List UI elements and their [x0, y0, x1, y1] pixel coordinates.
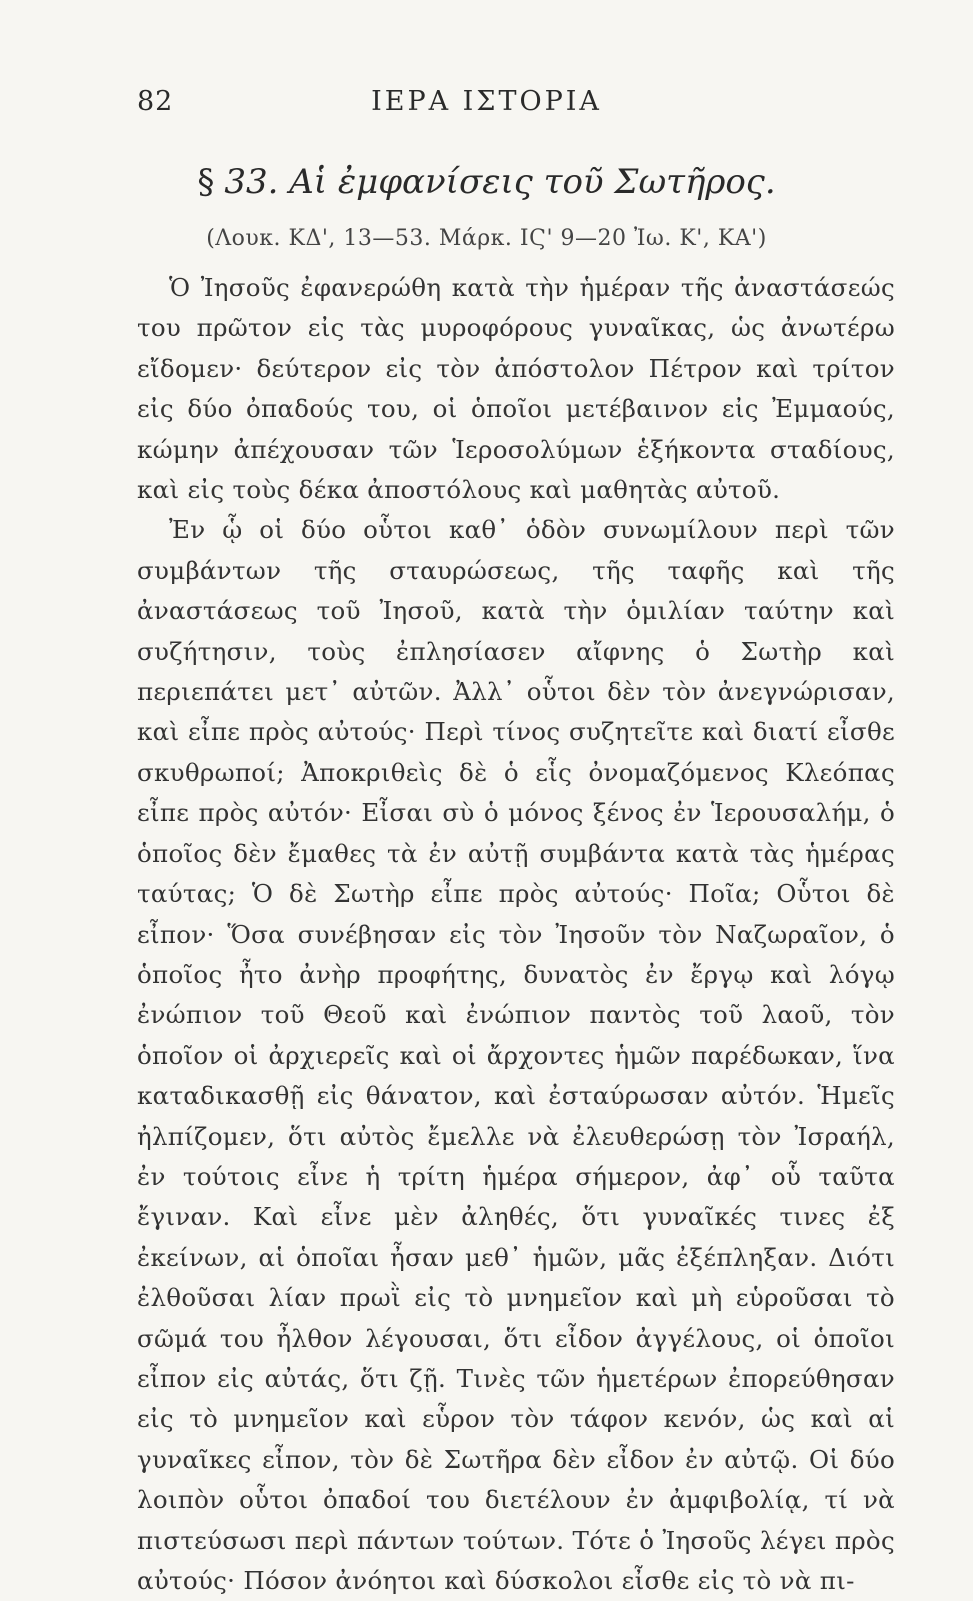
page-header	[0, 86, 973, 126]
running-title: ΙΕΡΑ ΙΣΤΟΡΙΑ	[371, 86, 602, 117]
section-symbol: §	[197, 162, 215, 202]
body-text	[137, 268, 895, 1601]
section-title: 33. Αἱ ἐμφανίσεις τοῦ Σωτῆρος.	[224, 162, 776, 202]
scripture-references: (Λουκ. ΚΔ', 13—53. Μάρκ. ΙϚ' 9—20 Ἰω. Κ', ΚΑ')	[206, 226, 767, 251]
paragraph: Ἐν ᾧ οἱ δύο οὗτοι καθ᾽ ὁδὸν συνωμίλουν περὶ τῶν συμβάντων τῆς σταυρώσεως, τῆς ταφῆς καὶ τῆς ἀναστάσεως τοῦ Ἰησοῦ, κατὰ τὴν ὁμιλίαν ταύτην καὶ συζήτησιν, τοὺς ἐπλησίασεν αἴφνης ὁ Σωτὴρ καὶ περιεπάτει μετ᾽ αὐτῶν. Ἀλλ᾽ οὗτοι δὲν τὸν ἀνεγνώρισαν, καὶ εἶπε πρὸς αὐτούς· Περὶ τίνος συζητεῖτε καὶ διατί εἶσθε σκυθρωποί; Ἀποκριθεὶς δὲ ὁ εἷς ὀνομαζόμενος Κλεόπας εἶπε πρὸς αὐτόν· Εἶσαι σὺ ὁ μόνος ξένος ἐν Ἱερουσαλήμ, ὁ ὁποῖος δὲν ἔμαθες τὰ ἐν αὐτῇ συμβάντα κατὰ τὰς ἡμέρας ταύτας; Ὁ δὲ Σωτὴρ εἶπε πρὸς αὐτούς· Ποῖα; Οὗτοι δὲ εἶπον· Ὅσα συνέβησαν εἰς τὸν Ἰησοῦν τὸν Ναζωραῖον, ὁ ὁποῖος ἦτο ἀνὴρ προφήτης, δυνατὸς ἐν ἔργῳ καὶ λόγῳ ἐνώπιον τοῦ Θεοῦ καὶ ἐνώπιον παντὸς τοῦ λαοῦ, τὸν ὁποῖον οἱ ἀρχιερεῖς καὶ οἱ ἄρχοντες ἡμῶν παρέδωκαν, ἵνα καταδικασθῇ εἰς θάνατον, καὶ ἐσταύρωσαν αὐτόν. Ἡμεῖς ἠλπίζομεν, ὅτι αὐτὸς ἔμελλε νὰ ἐλευθερώσῃ τὸν Ἰσραήλ, ἐν τούτοις εἶνε ἡ τρίτη ἡμέρα σήμερον, ἀφ᾽ οὗ ταῦτα ἔγιναν. Καὶ εἶνε μὲν ἀληθές, ὅτι γυναῖκές τινες ἐξ ἐκείνων, αἱ ὁποῖαι ἦσαν μεθ᾽ ἡμῶν, μᾶς ἐξέπληξαν. Διότι ἐλθοῦσαι λίαν πρωῒ εἰς τὸ μνημεῖον καὶ μὴ εὑροῦσαι τὸ σῶμά του ἦλθον λέγουσαι, ὅτι εἶδον ἀγγέλους, οἱ ὁποῖοι εἶπον εἰς αὐτάς, ὅτι ζῇ. Τινὲς τῶν ἡμετέρων ἐπορεύθησαν εἰς τὸ μνημεῖον καὶ εὗρον τὸν τάφον κενόν, ὡς καὶ αἱ γυναῖκες εἶπον, τὸν δὲ Σωτῆρα δὲν εἶδον ἐν αὐτῷ. Οἱ δύο λοιπὸν οὗτοι ὀπαδοί του διετέλουν ἐν ἀμφιβολίᾳ, τί νὰ πιστεύσωσι περὶ πάντων τούτων. Τότε ὁ Ἰησοῦς λέγει πρὸς αὐτούς· Πόσον ἀνόητοι καὶ δύσκολοι εἶσθε εἰς τὸ νὰ πι-	[137, 515, 895, 1595]
page-number: 82	[137, 86, 174, 117]
section-heading	[0, 162, 973, 202]
paragraph: Ὁ Ἰησοῦς ἐφανερώθη κατὰ τὴν ἡμέραν τῆς ἀναστάσεώς του πρῶτον εἰς τὰς μυροφόρους γυναῖκας, ὡς ἀνωτέρω εἴδομεν· δεύτερον εἰς τὸν ἀπόστολον Πέτρον καὶ τρίτον εἰς δύο ὀπαδούς του, οἱ ὁποῖοι μετέβαινον εἰς Ἐμμαούς, κώμην ἀπέχουσαν τῶν Ἱεροσολύμων ἑξήκοντα σταδίους, καὶ εἰς τοὺς δέκα ἀποστόλους καὶ μαθητὰς αὐτοῦ.	[137, 273, 895, 505]
